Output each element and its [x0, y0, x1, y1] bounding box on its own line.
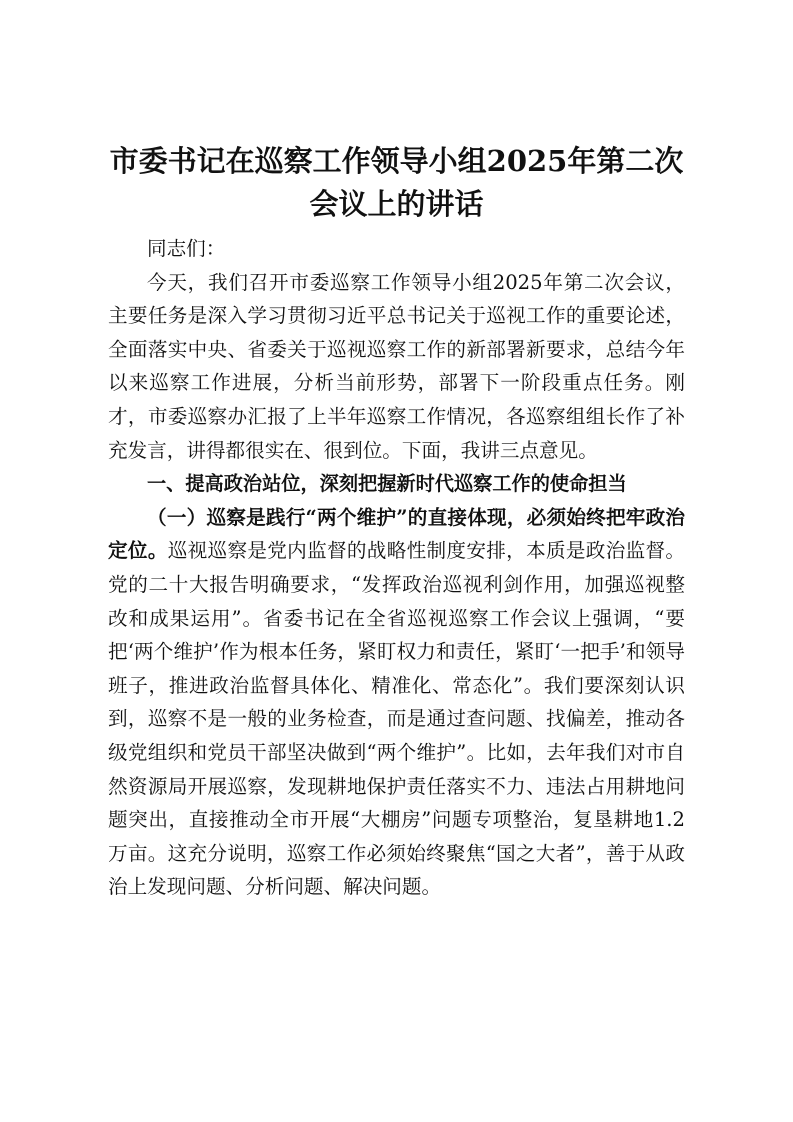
subsection-1-body: 巡视巡察是党内监督的战略性制度安排，本质是政治监督。党的二十大报告明确要求，“发挥政治巡视利剑作用，加强巡视整改和成果运用”。省委书记在全省巡视巡察工作会议上强调，“要把‘两个维护’作为根本任务，紧盯权力和责任，紧盯‘一把手’和领导班子，推进政治监督具体化、精准化、常态化”。我们要深刻认识到，巡察不是一般的业务检查，而是通过查问题、找偏差，推动各级党组织和党员干部坚决做到“两个维护”。比如，去年我们对市自然资源局开展巡察，发现耕地保护责任落实不力、违法占用耕地问题突出，直接推动全市开展“大棚房”问题专项整治，复垦耕地1.2万亩。这充分说明，巡察工作必须始终聚焦“国之大者”，善于从政治上发现问题、分析问题、解决问题。: [108, 539, 686, 899]
subsection-1-paragraph: [108, 501, 685, 904]
salutation: 同志们：: [147, 237, 226, 260]
subsection-1-lead: （一）巡察是践行“两个维护”的直接体现，必须始终把牢政治定位。: [108, 505, 685, 563]
document-body: [108, 232, 685, 904]
document-title: [108, 0, 685, 226]
title-line-1: 市委书记在巡察工作领导小组2025年第二次: [109, 144, 684, 178]
intro-paragraph: 今天，我们召开市委巡察工作领导小组2025年第二次会议，主要任务是深入学习贯彻习近平总书记关于巡视工作的重要论述，全面落实中央、省委关于巡视巡察工作的新部署新要求，总结今年以来巡察工作进展，分析当前形势，部署下一阶段重点任务。刚才，市委巡察办汇报了上半年巡察工作情况，各巡察组组长作了补充发言，讲得都很实在、很到位。下面，我讲三点意见。: [108, 270, 685, 462]
title-line-2: 会议上的讲话: [309, 187, 484, 221]
section-heading-1: 一、提高政治站位，深刻把握新时代巡察工作的使命担当: [147, 472, 627, 496]
